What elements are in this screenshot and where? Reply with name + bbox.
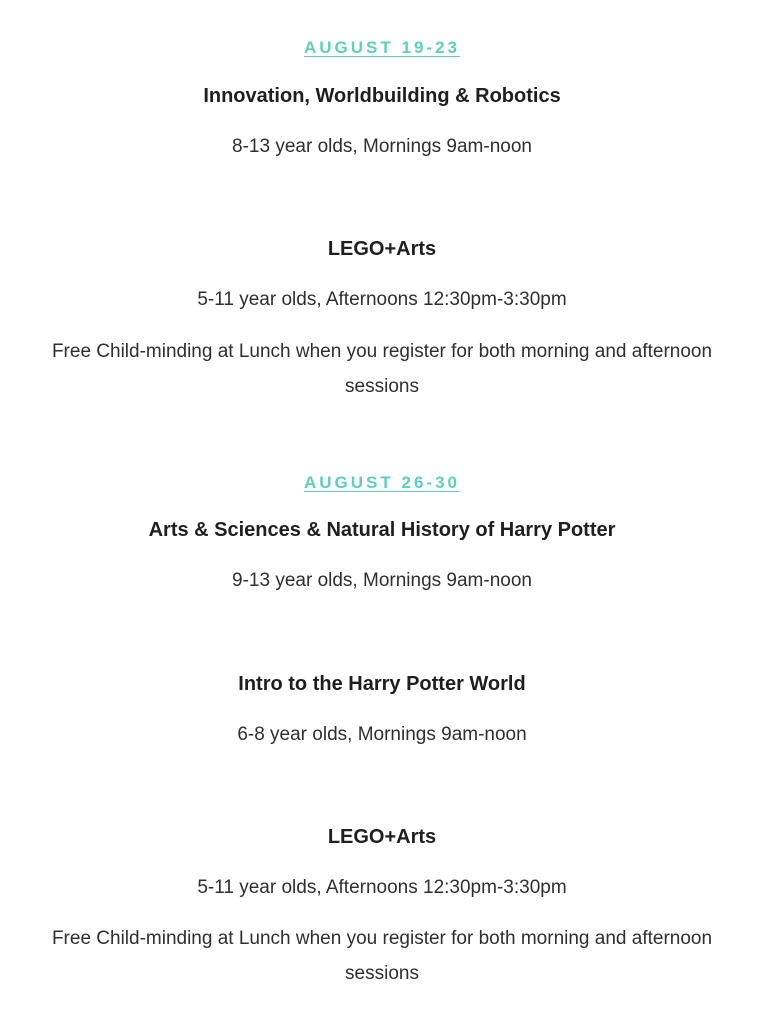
program-title: Innovation, Worldbuilding & Robotics bbox=[203, 85, 561, 107]
week-date-link[interactable]: AUGUST 26-30 bbox=[304, 473, 460, 492]
program-details: 8-13 year olds, Mornings 9am-noon bbox=[232, 136, 532, 157]
program-details: 9-13 year olds, Mornings 9am-noon bbox=[232, 570, 532, 591]
program-note: Free Child-minding at Lunch when you register for both morning and afternoon sessions bbox=[51, 341, 713, 397]
program-note: Free Child-minding at Lunch when you register for both morning and afternoon sessions bbox=[51, 928, 713, 984]
program-title: LEGO+Arts bbox=[327, 826, 437, 848]
program-title: Intro to the Harry Potter World bbox=[238, 673, 526, 695]
program-details: 5-11 year olds, Afternoons 12:30pm-3:30pm bbox=[197, 289, 567, 310]
program-title: LEGO+Arts bbox=[327, 238, 437, 260]
program-details: 5-11 year olds, Afternoons 12:30pm-3:30pm bbox=[197, 877, 567, 898]
program-title: Arts & Sciences & Natural History of Harry Potter bbox=[148, 519, 616, 541]
week-date-link[interactable]: AUGUST 19-23 bbox=[304, 38, 460, 57]
program-details: 6-8 year olds, Mornings 9am-noon bbox=[237, 724, 527, 745]
